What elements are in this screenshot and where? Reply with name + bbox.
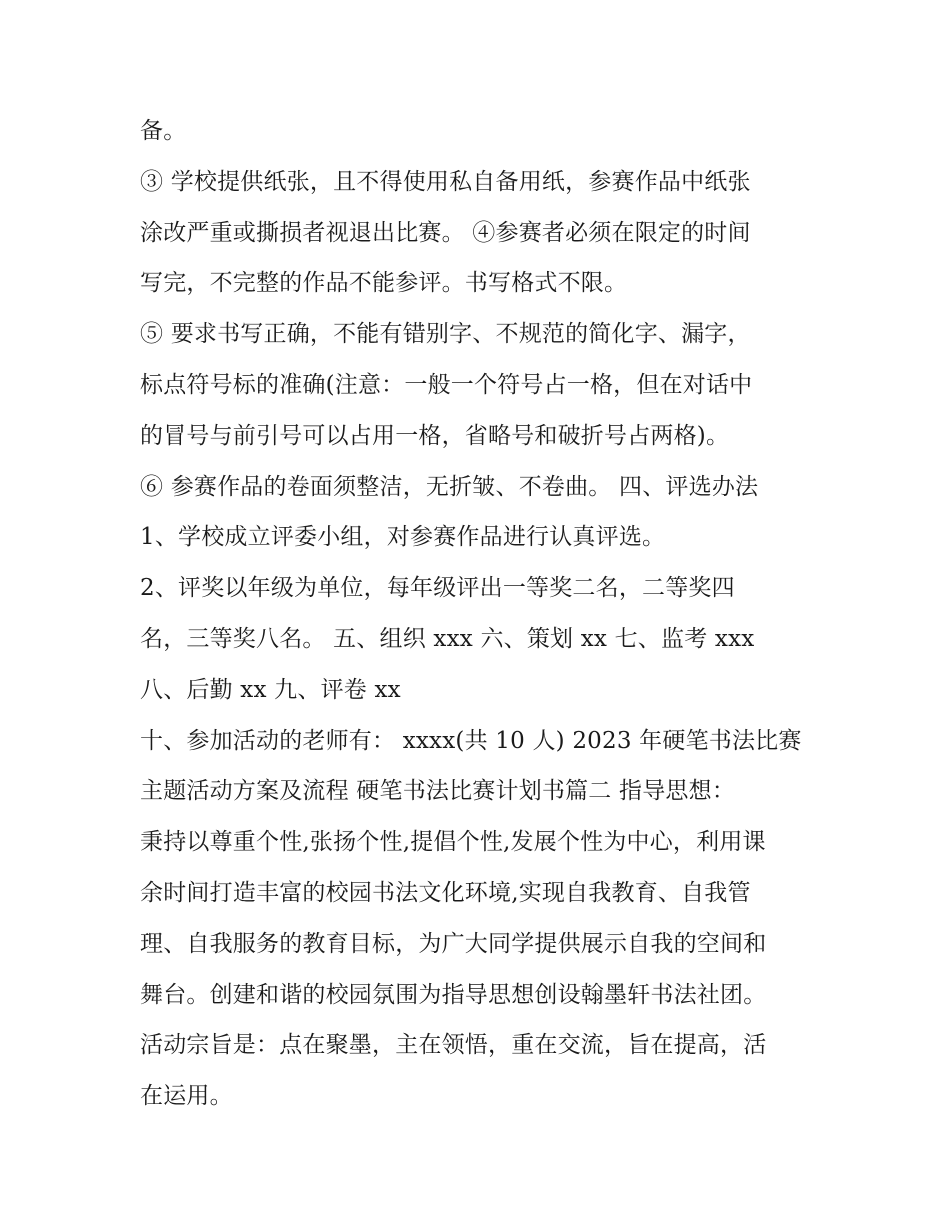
text-line: 八、后勤 xx 九、评卷 xx — [140, 676, 401, 703]
text-line: 主题活动方案及流程 硬笔书法比赛计划书篇二 指导思想： — [140, 778, 736, 805]
text-line: 备。 — [140, 118, 187, 144]
text-line: 十、参加活动的老师有： xxxx(共 10 人) 2023 年硬笔书法比赛 — [140, 727, 802, 754]
text-line: 写完，不完整的作品不能参评。书写格式不限。 — [140, 270, 628, 297]
text-line: 涂改严重或撕损者视退出比赛。 ④参赛者必须在限定的时间 — [140, 219, 751, 246]
text-line: ⑥ 参赛作品的卷面须整洁，无折皱、不卷曲。 四、评选办法 — [140, 473, 759, 500]
document-body — [140, 106, 830, 1122]
text-line: 名，三等奖八名。 五、组织 xxx 六、策划 xx 七、监考 xxx — [140, 625, 755, 652]
text-line: 理、自我服务的教育目标，为广大同学提供展示自我的空间和 — [140, 930, 767, 957]
text-line: 1、学校成立评委小组，对参赛作品进行认真评选。 — [140, 524, 666, 551]
text-line: 在运用。 — [140, 1083, 233, 1110]
text-line: 舞台。创建和谐的校园氛围为指导思想创设翰墨轩书法社团。 — [140, 981, 767, 1008]
text-line: 活动宗旨是：点在聚墨，主在领悟，重在交流，旨在提高，活 — [140, 1032, 767, 1059]
text-line: 的冒号与前引号可以占用一格，省略号和破折号占两格)。 — [140, 422, 730, 449]
text-line: 余时间打造丰富的校园书法文化环境,实现自我教育、自我管 — [140, 879, 751, 906]
text-line: 2、评奖以年级为单位，每年级评出一等奖二名，二等奖四 — [140, 575, 735, 602]
text-line: ⑤ 要求书写正确，不能有错别字、不规范的简化字、漏字， — [140, 321, 751, 348]
text-line: 秉持以尊重个性,张扬个性,提倡个性,发展个性为中心，利用课 — [140, 829, 766, 856]
text-line: 标点符号标的准确(注意：一般一个符号占一格，但在对话中 — [140, 371, 753, 398]
text-line: ③ 学校提供纸张，且不得使用私自备用纸，参赛作品中纸张 — [140, 168, 751, 195]
